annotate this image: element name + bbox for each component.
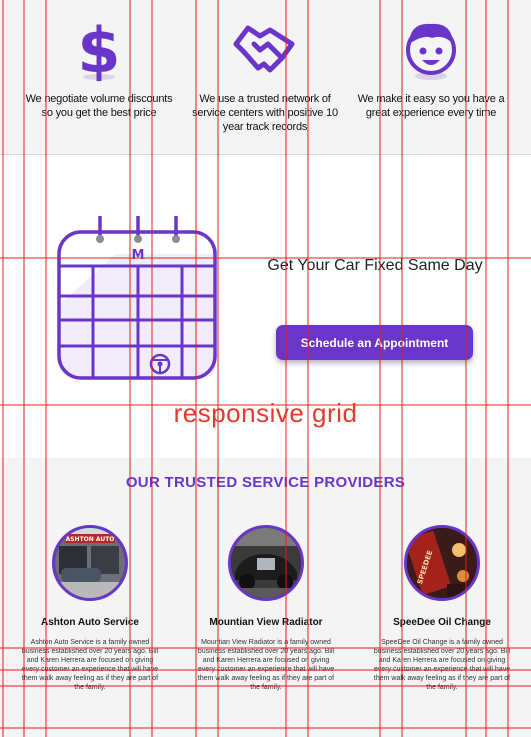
provider-photo-ashton <box>52 525 128 601</box>
feature-price-text: We negotiate volume discounts so you get the best price <box>25 93 173 119</box>
provider-name-ashton: Ashton Auto Service <box>41 617 139 628</box>
responsive-grid-label: responsive grid <box>173 398 358 428</box>
calendar-letter: M <box>131 248 145 263</box>
provider-card-ashton[interactable] <box>15 525 165 692</box>
providers-title: OUR TRUSTED SERVICE PROVIDERS <box>125 474 406 491</box>
calendar-icon <box>56 214 218 382</box>
provider-photo-speedee <box>404 525 480 601</box>
provider-card-mountain-view[interactable] <box>191 525 341 692</box>
feature-network-text: We use a trusted network of service centers with positive 10 year track records <box>192 93 338 133</box>
provider-card-speedee[interactable] <box>367 525 517 692</box>
speedee-sign: SPEEDEE <box>415 549 435 586</box>
feature-price <box>24 14 174 120</box>
appointment-heading: Get Your Car Fixed Same Day <box>267 257 483 274</box>
provider-name-mountain-view: Mountian View Radiator <box>209 617 323 628</box>
feature-experience-text: We make it easy so you have a great experience every time <box>357 93 505 119</box>
svg-text:$: $ <box>77 14 121 84</box>
provider-name-speedee: SpeeDee Oil Change <box>393 617 491 628</box>
provider-description-speedee: SpeeDee Oil Change is a family owned business established over 20 years ago. Bill and Karen Herrera are focused on giving every customer an experience that will have them walk away feeling as if they are part of the family. <box>373 639 511 691</box>
feature-network <box>190 14 340 134</box>
provider-photo-mountain-view <box>228 525 304 601</box>
feature-experience <box>356 14 506 120</box>
smiley-face-icon <box>396 14 466 84</box>
provider-description-ashton: Ashton Auto Service is a family owned business established over 20 years ago. Bill and Karen Herrera are focused on giving every customer an experience that will have them walk away feeling as if they are part of the family. <box>21 639 159 691</box>
handshake-icon <box>230 14 300 84</box>
ashton-sign: ASHTON AUTO <box>65 536 115 543</box>
provider-description-mountain-view: Mountian View Radiator is a family owned business established over 20 years ago. Bill and Karen Herrera are focused on giving every customer an experience that will have them walk away feeling as if they are part of the family. <box>197 639 335 691</box>
schedule-appointment-button[interactable]: Schedule an Appointment <box>276 325 473 360</box>
dollar-icon <box>64 14 134 84</box>
